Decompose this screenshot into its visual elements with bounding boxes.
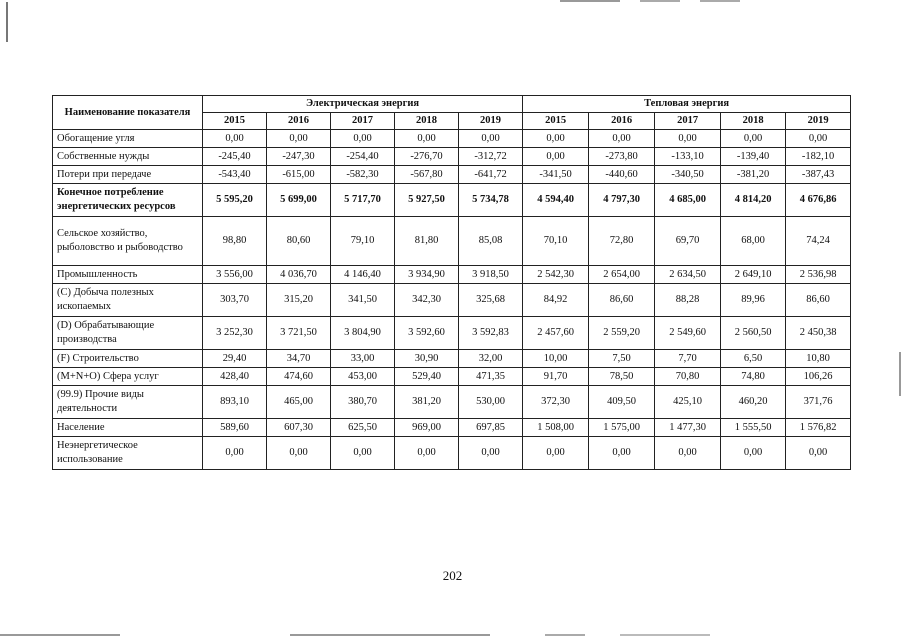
value-cell-heat: 2 542,30 <box>523 266 589 284</box>
header-year-electric: 2016 <box>267 113 331 130</box>
header-year-heat: 2019 <box>786 113 851 130</box>
value-cell-electric: 697,85 <box>459 419 523 437</box>
value-cell-heat: -340,50 <box>655 166 721 184</box>
value-cell-electric: 3 934,90 <box>395 266 459 284</box>
value-cell-electric: 81,80 <box>395 217 459 266</box>
scan-artifact-line <box>899 352 901 396</box>
header-year-electric: 2015 <box>203 113 267 130</box>
value-cell-heat: 4 594,40 <box>523 184 589 217</box>
energy-balance-table <box>52 95 851 470</box>
value-cell-electric: 0,00 <box>267 130 331 148</box>
value-cell-electric: -615,00 <box>267 166 331 184</box>
value-cell-heat: 69,70 <box>655 217 721 266</box>
row-label: Население <box>53 419 203 437</box>
value-cell-electric: -276,70 <box>395 148 459 166</box>
value-cell-electric: 30,90 <box>395 350 459 368</box>
value-cell-electric: 5 927,50 <box>395 184 459 217</box>
value-cell-heat: 2 649,10 <box>721 266 786 284</box>
value-cell-heat: 2 559,20 <box>589 317 655 350</box>
value-cell-electric: 607,30 <box>267 419 331 437</box>
value-cell-electric: 3 721,50 <box>267 317 331 350</box>
value-cell-heat: 0,00 <box>523 437 589 470</box>
value-cell-electric: 85,08 <box>459 217 523 266</box>
value-cell-heat: -341,50 <box>523 166 589 184</box>
value-cell-heat: -381,20 <box>721 166 786 184</box>
row-label: (С) Добыча полезных ископаемых <box>53 284 203 317</box>
value-cell-electric: 0,00 <box>459 437 523 470</box>
value-cell-electric: 428,40 <box>203 368 267 386</box>
value-cell-heat: 0,00 <box>655 130 721 148</box>
value-cell-electric: 5 699,00 <box>267 184 331 217</box>
value-cell-electric: 474,60 <box>267 368 331 386</box>
value-cell-heat: 0,00 <box>589 130 655 148</box>
value-cell-heat: -273,80 <box>589 148 655 166</box>
header-group-electric: Электрическая энергия <box>203 96 523 113</box>
table-row <box>53 184 851 217</box>
row-label: Сельское хозяйство, рыболовство и рыбоводство <box>53 217 203 266</box>
value-cell-electric: 530,00 <box>459 386 523 419</box>
value-cell-heat: 2 549,60 <box>655 317 721 350</box>
value-cell-heat: 1 576,82 <box>786 419 851 437</box>
value-cell-electric: 969,00 <box>395 419 459 437</box>
value-cell-electric: 3 918,50 <box>459 266 523 284</box>
value-cell-electric: -245,40 <box>203 148 267 166</box>
value-cell-electric: 79,10 <box>331 217 395 266</box>
value-cell-electric: 529,40 <box>395 368 459 386</box>
scan-artifact-line <box>6 2 8 42</box>
value-cell-electric: 3 592,83 <box>459 317 523 350</box>
value-cell-heat: 86,60 <box>786 284 851 317</box>
value-cell-electric: 0,00 <box>395 437 459 470</box>
value-cell-electric: 5 717,70 <box>331 184 395 217</box>
header-year-heat: 2018 <box>721 113 786 130</box>
value-cell-heat: 2 536,98 <box>786 266 851 284</box>
row-label: Собственные нужды <box>53 148 203 166</box>
table-row <box>53 266 851 284</box>
row-label: (F) Строительство <box>53 350 203 368</box>
scan-artifact-line <box>640 0 680 2</box>
value-cell-electric: 34,70 <box>267 350 331 368</box>
table-row <box>53 166 851 184</box>
value-cell-heat: 74,24 <box>786 217 851 266</box>
value-cell-heat: -182,10 <box>786 148 851 166</box>
value-cell-heat: -133,10 <box>655 148 721 166</box>
value-cell-electric: 80,60 <box>267 217 331 266</box>
row-label: Промышленность <box>53 266 203 284</box>
value-cell-electric: 315,20 <box>267 284 331 317</box>
value-cell-electric: 471,35 <box>459 368 523 386</box>
table-row <box>53 419 851 437</box>
value-cell-electric: -641,72 <box>459 166 523 184</box>
value-cell-heat: 1 555,50 <box>721 419 786 437</box>
value-cell-electric: -543,40 <box>203 166 267 184</box>
row-label: Обогащение угля <box>53 130 203 148</box>
value-cell-electric: 0,00 <box>203 437 267 470</box>
table-row <box>53 130 851 148</box>
value-cell-heat: 2 634,50 <box>655 266 721 284</box>
row-label: (99.9) Прочие виды деятельности <box>53 386 203 419</box>
value-cell-electric: -247,30 <box>267 148 331 166</box>
value-cell-heat: 70,10 <box>523 217 589 266</box>
header-year-electric: 2017 <box>331 113 395 130</box>
value-cell-heat: 460,20 <box>721 386 786 419</box>
scan-artifact-line <box>620 634 710 636</box>
header-year-heat: 2017 <box>655 113 721 130</box>
value-cell-electric: 0,00 <box>331 130 395 148</box>
value-cell-heat: 0,00 <box>786 437 851 470</box>
header-year-electric: 2019 <box>459 113 523 130</box>
value-cell-heat: -387,43 <box>786 166 851 184</box>
row-label: Неэнергетическое использование <box>53 437 203 470</box>
value-cell-heat: 425,10 <box>655 386 721 419</box>
value-cell-electric: 0,00 <box>331 437 395 470</box>
table-row <box>53 217 851 266</box>
value-cell-electric: 0,00 <box>459 130 523 148</box>
scan-artifact-line <box>545 634 585 636</box>
value-cell-electric: 589,60 <box>203 419 267 437</box>
value-cell-electric: 98,80 <box>203 217 267 266</box>
value-cell-heat: 10,00 <box>523 350 589 368</box>
value-cell-heat: 371,76 <box>786 386 851 419</box>
value-cell-electric: 625,50 <box>331 419 395 437</box>
value-cell-electric: 303,70 <box>203 284 267 317</box>
value-cell-electric: 381,20 <box>395 386 459 419</box>
value-cell-electric: 380,70 <box>331 386 395 419</box>
value-cell-electric: 29,40 <box>203 350 267 368</box>
table-row <box>53 284 851 317</box>
header-year-heat: 2016 <box>589 113 655 130</box>
value-cell-electric: 5 595,20 <box>203 184 267 217</box>
value-cell-electric: -567,80 <box>395 166 459 184</box>
value-cell-heat: 2 560,50 <box>721 317 786 350</box>
value-cell-electric: 0,00 <box>203 130 267 148</box>
value-cell-electric: 3 252,30 <box>203 317 267 350</box>
value-cell-electric: 33,00 <box>331 350 395 368</box>
table-row <box>53 437 851 470</box>
value-cell-electric: 3 556,00 <box>203 266 267 284</box>
value-cell-electric: 3 592,60 <box>395 317 459 350</box>
value-cell-heat: 6,50 <box>721 350 786 368</box>
value-cell-heat: 78,50 <box>589 368 655 386</box>
header-year-heat: 2015 <box>523 113 589 130</box>
value-cell-heat: 0,00 <box>655 437 721 470</box>
value-cell-heat: 72,80 <box>589 217 655 266</box>
value-cell-electric: 5 734,78 <box>459 184 523 217</box>
value-cell-electric: 893,10 <box>203 386 267 419</box>
value-cell-heat: 0,00 <box>523 130 589 148</box>
value-cell-heat: 84,92 <box>523 284 589 317</box>
value-cell-heat: 0,00 <box>721 130 786 148</box>
value-cell-electric: -312,72 <box>459 148 523 166</box>
value-cell-electric: 465,00 <box>267 386 331 419</box>
value-cell-electric: 325,68 <box>459 284 523 317</box>
value-cell-electric: 4 146,40 <box>331 266 395 284</box>
value-cell-heat: 74,80 <box>721 368 786 386</box>
value-cell-heat: -139,40 <box>721 148 786 166</box>
value-cell-heat: 0,00 <box>786 130 851 148</box>
value-cell-heat: 4 676,86 <box>786 184 851 217</box>
value-cell-heat: 1 575,00 <box>589 419 655 437</box>
page-number: 202 <box>442 568 463 583</box>
row-label: (M+N+O) Сфера услуг <box>53 368 203 386</box>
value-cell-heat: 1 508,00 <box>523 419 589 437</box>
value-cell-heat: 106,26 <box>786 368 851 386</box>
row-label: Потери при передаче <box>53 166 203 184</box>
table-row <box>53 148 851 166</box>
table-row <box>53 368 851 386</box>
header-year-electric: 2018 <box>395 113 459 130</box>
scan-artifact-line <box>290 634 490 636</box>
value-cell-heat: 68,00 <box>721 217 786 266</box>
value-cell-heat: 372,30 <box>523 386 589 419</box>
value-cell-electric: 0,00 <box>395 130 459 148</box>
value-cell-heat: 2 457,60 <box>523 317 589 350</box>
value-cell-heat: 70,80 <box>655 368 721 386</box>
value-cell-heat: 10,80 <box>786 350 851 368</box>
value-cell-heat: 7,70 <box>655 350 721 368</box>
value-cell-heat: 2 450,38 <box>786 317 851 350</box>
value-cell-heat: 4 797,30 <box>589 184 655 217</box>
value-cell-electric: 3 804,90 <box>331 317 395 350</box>
header-name-column: Наименование показателя <box>53 96 203 130</box>
value-cell-heat: -440,60 <box>589 166 655 184</box>
value-cell-electric: -254,40 <box>331 148 395 166</box>
scan-artifact-line <box>560 0 620 2</box>
value-cell-heat: 86,60 <box>589 284 655 317</box>
value-cell-electric: 341,50 <box>331 284 395 317</box>
value-cell-electric: 453,00 <box>331 368 395 386</box>
value-cell-electric: -582,30 <box>331 166 395 184</box>
value-cell-heat: 409,50 <box>589 386 655 419</box>
value-cell-heat: 0,00 <box>721 437 786 470</box>
value-cell-electric: 0,00 <box>267 437 331 470</box>
value-cell-heat: 2 654,00 <box>589 266 655 284</box>
table-row <box>53 317 851 350</box>
table-body <box>53 130 851 470</box>
scan-artifact-line <box>0 634 120 636</box>
value-cell-electric: 32,00 <box>459 350 523 368</box>
value-cell-heat: 91,70 <box>523 368 589 386</box>
value-cell-heat: 4 814,20 <box>721 184 786 217</box>
value-cell-heat: 0,00 <box>589 437 655 470</box>
value-cell-electric: 4 036,70 <box>267 266 331 284</box>
value-cell-heat: 1 477,30 <box>655 419 721 437</box>
table-row <box>53 386 851 419</box>
value-cell-heat: 89,96 <box>721 284 786 317</box>
table-row <box>53 350 851 368</box>
scan-artifact-line <box>700 0 740 2</box>
value-cell-heat: 4 685,00 <box>655 184 721 217</box>
row-label: (D) Обрабатывающие производства <box>53 317 203 350</box>
header-group-heat: Тепловая энергия <box>523 96 851 113</box>
value-cell-heat: 88,28 <box>655 284 721 317</box>
value-cell-electric: 342,30 <box>395 284 459 317</box>
value-cell-heat: 0,00 <box>523 148 589 166</box>
value-cell-heat: 7,50 <box>589 350 655 368</box>
row-label: Конечное потребление энергетических ресурсов <box>53 184 203 217</box>
